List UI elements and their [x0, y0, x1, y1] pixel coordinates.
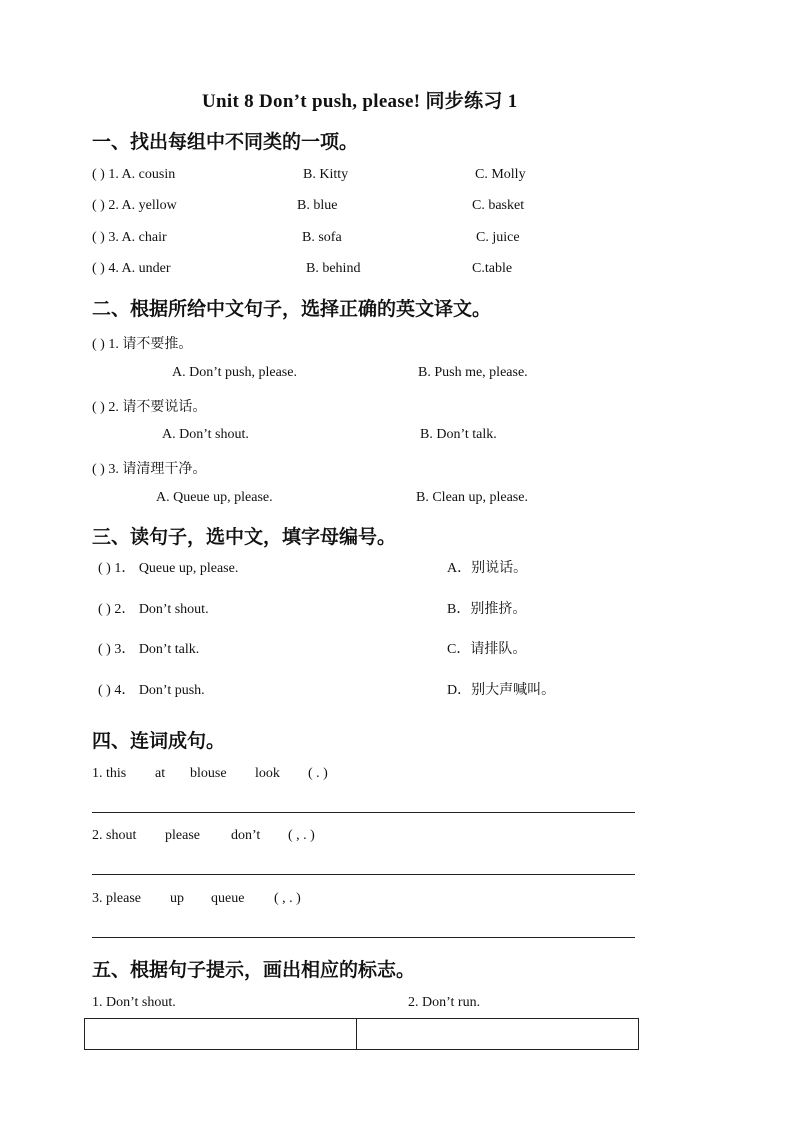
s4-row-3-word: queue	[211, 891, 245, 906]
s3-row-2-choice: B．别推挤。	[447, 602, 527, 617]
s1-row-2-option-b: B. blue	[297, 198, 338, 213]
s2-item-2-question: ( ) 2. 请不要说话。	[92, 400, 207, 415]
s3-row-1-choice: A．别说话。	[447, 561, 528, 576]
s4-row-3-word: 3. please	[92, 891, 141, 906]
s4-row-1-word: look	[255, 766, 280, 781]
s2-item-1-option-a: A. Don’t push, please.	[172, 365, 297, 380]
section-4-heading: 四、连词成句。	[92, 730, 226, 752]
s1-row-4-option-c: C.table	[472, 261, 513, 276]
page-title: Unit 8 Don’t push, please! 同步练习 1	[202, 91, 518, 112]
s2-item-2-option-b: B. Don’t talk.	[420, 427, 497, 442]
s1-row-1-option-c: C. Molly	[475, 167, 526, 182]
s5-right-prompt: 2. Don’t run.	[408, 995, 481, 1010]
s5-left-prompt: 1. Don’t shout.	[92, 995, 176, 1010]
drawing-table	[84, 1018, 639, 1050]
s1-row-1-option-b: B. Kitty	[303, 167, 349, 182]
s1-row-3-option-c: C. juice	[476, 230, 520, 245]
section-5-heading: 五、根据句子提示，画出相应的标志。	[92, 959, 416, 981]
s2-item-3-option-a: A. Queue up, please.	[156, 490, 273, 505]
section-3-heading: 三、读句子，选中文，填字母编号。	[92, 526, 397, 548]
s4-row-1-punctuation: ( . )	[308, 766, 328, 781]
s1-row-4-option-b: B. behind	[306, 261, 361, 276]
s1-row-1-question: ( ) 1. A. cousin	[92, 167, 176, 182]
s4-row-2-word: please	[165, 828, 200, 843]
s4-row-1-word: blouse	[190, 766, 227, 781]
s1-row-2-option-c: C. basket	[472, 198, 525, 213]
s4-row-1-word: 1. this	[92, 766, 127, 781]
s3-row-3-sentence: ( ) 3． Don’t talk.	[98, 642, 200, 657]
s4-row-3-word: up	[170, 891, 184, 906]
section-2-heading: 二、根据所给中文句子，选择正确的英文译文。	[92, 298, 492, 320]
s3-row-2-sentence: ( ) 2． Don’t shout.	[98, 602, 209, 617]
s4-row-3-punctuation: ( , . )	[274, 891, 301, 906]
s3-row-3-choice: C．请排队。	[447, 642, 527, 657]
s4-row-2-answer-line[interactable]	[92, 874, 635, 875]
s1-row-2-question: ( ) 2. A. yellow	[92, 198, 177, 213]
section-1-heading: 一、找出每组中不同类的一项。	[92, 131, 359, 153]
s4-row-2-punctuation: ( , . )	[288, 828, 315, 843]
s2-item-2-option-a: A. Don’t shout.	[162, 427, 249, 442]
s2-item-3-option-b: B. Clean up, please.	[416, 490, 528, 505]
s3-row-4-choice: D．别大声喊叫。	[447, 683, 556, 698]
s4-row-2-word: 2. shout	[92, 828, 137, 843]
s4-row-2-word: don’t	[231, 828, 261, 843]
s3-row-1-sentence: ( ) 1． Queue up, please.	[98, 561, 239, 576]
s4-row-3-answer-line[interactable]	[92, 937, 635, 938]
s2-item-1-question: ( ) 1. 请不要推。	[92, 337, 193, 352]
s1-row-4-question: ( ) 4. A. under	[92, 261, 171, 276]
s4-row-1-answer-line[interactable]	[92, 812, 635, 813]
s1-row-3-question: ( ) 3. A. chair	[92, 230, 167, 245]
s3-row-4-sentence: ( ) 4． Don’t push.	[98, 683, 205, 698]
s2-item-3-question: ( ) 3. 请清理干净。	[92, 462, 207, 477]
drawing-cell-right[interactable]	[357, 1019, 638, 1049]
s4-row-1-word: at	[155, 766, 166, 781]
s2-item-1-option-b: B. Push me, please.	[418, 365, 528, 380]
drawing-cell-left[interactable]	[85, 1019, 357, 1049]
s1-row-3-option-b: B. sofa	[302, 230, 342, 245]
